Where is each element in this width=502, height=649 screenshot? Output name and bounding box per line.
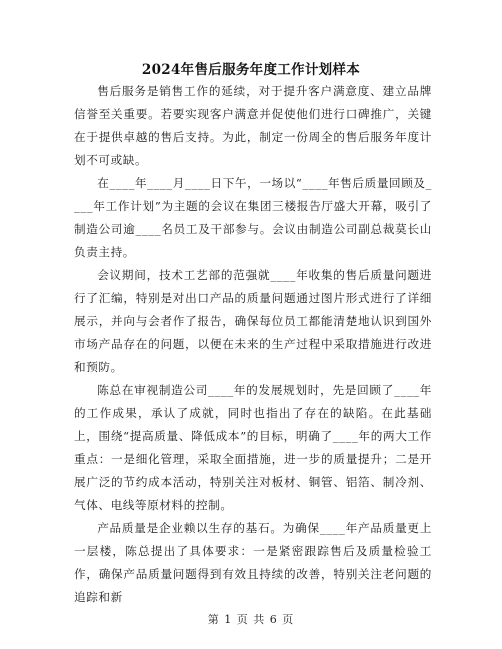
document-title: 2024年售后服务年度工作计划样本 bbox=[141, 62, 361, 78]
page-footer: 第 1 页 共 6 页 bbox=[207, 613, 295, 626]
paragraph-plan: 陈总在审视制造公司____年的发展规划时，先是回顾了____年的工作成果，承认了成就，同时也指出了存在的缺陷。在此基础上，围绕“提高质量、降低成本”的目标，明确了____年的两大工作重点：一是细化管理，采取全面措施，进一步的质量提升；二是开展广泛的节约成本活动，特别关注对板材、铜管、铝箔、制冷剂、气体、电线等原材料的控制。 bbox=[74, 383, 432, 512]
paragraph-meeting: 在____年____月____日下午，一场以“____年售后质量回顾及____年工作计划”为主题的会议在集团三楼报告厅盛大开幕，吸引了制造公司逾____名员工及干部参与。会议由制造公司副总裁莫长山负责主持。 bbox=[74, 176, 432, 259]
paragraph-intro: 售后服务是销售工作的延续，对于提升客户满意度、建立品牌信誉至关重要。若要实现客户满意并促使他们进行口碑推广，关键在于提供卓越的售后支持。为此，制定一份周全的售后服务年度计划不可或缺。 bbox=[74, 84, 432, 167]
paragraph-report: 会议期间，技术工艺部的范强就____年收集的售后质量问题进行了汇编，特别是对出口产品的质量问题通过图片形式进行了详细展示，并向与会者作了报告，确保每位员工都能清楚地认识到国外市场产品存在的问题，以便在未来的生产过程中采取措施进行改进和预防。 bbox=[74, 268, 432, 374]
paragraph-quality: 产品质量是企业赖以生存的基石。为确保____年产品质量更上一层楼，陈总提出了具体要求：一是紧密跟踪售后及质量检验工作，确保产品质量问题得到有效且持续的改善，特别关注老问题的追踪和新 bbox=[74, 521, 432, 604]
document-body bbox=[74, 80, 432, 609]
